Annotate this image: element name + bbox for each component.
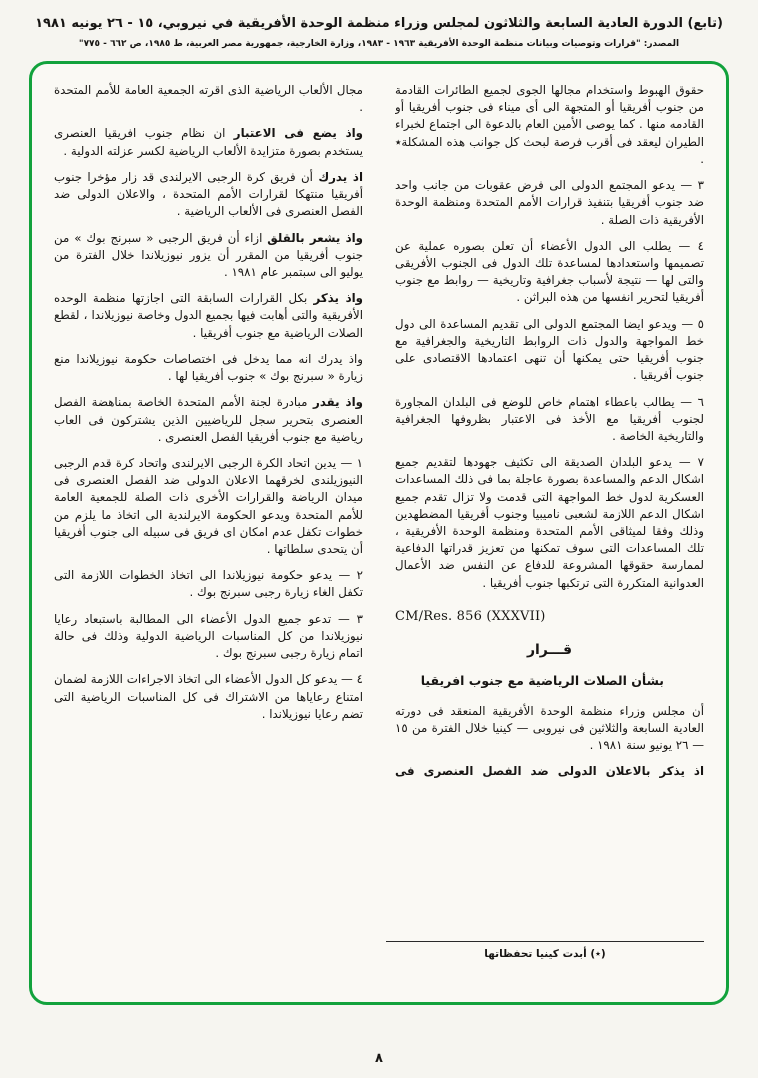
paragraph-text: ٤ — يطلب الى الدول الأعضاء أن تعلن بصوره عملية عن تصميمها واستعدادها لمساعدة تلك الدول فى الجنوب الأفريقى والتى لها — نتيجة لأسباب جغرافية وتاريخية — روابط مع جنوب أفريقيا لتحرير انفسها من هذه البراثن . [395,238,704,305]
paragraph [54,290,363,342]
header-title: (تابع) الدورة العادية السابعة والثلاثون لمجلس وزراء منظمة الوحدة الأفريقية في نيروبي، ١٥ - ٢٦ يونيه ١٩٨١ [35,16,723,31]
paragraph-lead: واذ يقدر [313,395,363,410]
paragraph-text: ٧ — يدعو البلدان الصديقة الى تكثيف جهودها لتقديم جميع اشكال الدعم والمساعدة بصورة عاجلة بما فى ذلك المساعدات العسكرية لدول خط المواجهة التى قدمت ولا تزال تقدم جميع اشكال الدعم اللازمة لشعبى ناميبيا وجنوب أفريقيا المضطهدين وذلك وفقا لميثاقى الأمم المتحدة ومنظمة الوحدة الأفريقية ، تلك المساعدات التى سوف تمكنها من تعزيز قدراتها الدفاعية لممارسة حقوقها المشروعة للدفاع عن النفس ضد الأعمال العدوانية المتكررة التى ترتكبها جنوب أفريقيا . [395,455,704,590]
paragraph-text: ٣ — تدعو جميع الدول الأعضاء الى المطالبة باستبعاد رعايا نيوزيلاندا من كل المناسبات الرياضية الدولية وذلك فى حالة اتمام زيارة رجبى سبرنج بوك . [54,611,363,661]
resolution-title: قـــرار [526,641,573,658]
paragraph-text: ٦ — يطالب باعطاء اهتمام خاص للوضع فى البلدان المجاورة لجنوب أفريقيا مع الأخذ فى الاعتبار بظروفها الجغرافية والتاريخية الخاصة . [395,394,704,443]
paragraph [54,671,363,723]
paragraph-text: ٥ — ويدعو ايضا المجتمع الدولى الى تقديم المساعدة الى دول خط المواجهة والدول ذات الروابط التاريخية والجغرافية مع جنوب أفريقيا حتى يمكنها أن تنهى اعتمادها الاقتصادى على جنوب أفريقيا . [395,316,704,383]
paragraph [54,455,363,558]
paragraph-text: ١ — يدين اتحاد الكرة الرجبى الايرلندى واتحاد كرة قدم الرجبى النيوزيلندى لخرقهما الاعلان الدولى ضد الفصل العنصرى فى ميدان الرياضة والقرارات الأخرى ذات الصلة للجمعية العامة للأمم المتحدة ويدعو الحكومة الايرلندية الى اتخاذ ما يلزم من خطوات تكفل عدم امكان اى فريق فى سبيله الى جنوب أفريقيا أن يتحدى سلطاتها . [54,455,363,557]
two-column-layout [54,82,704,932]
resolution-recall: اذ يذكر بالاعلان الدولى ضد الفصل العنصرى فى [395,764,704,779]
paragraph-lead: واذ يضع فى الاعتبار [233,126,363,141]
paragraph-text: واذ يدرك انه مما يدخل فى اختصاصات حكومة نيوزيلاندا منع زيارة « سبرنج بوك » جنوب أفريقيا لها . [54,351,363,384]
paragraph-lead: واذ يذكر [313,291,363,306]
resolution-reference: CM/Res. 856 (XXXVII) [395,608,546,624]
paragraph [54,125,363,159]
paragraph-text: ٢ — يدعو حكومة نيوزيلاندا الى اتخاذ الخطوات اللازمة التى تكفل الغاء زيارة رجبى سبرنج بوك . [54,568,363,600]
paragraph-text: مجال الألعاب الرياضية الذى اقرته الجمعية العامة للأمم المتحدة . [54,83,363,115]
paragraph [54,351,363,385]
column-left [54,82,363,932]
paragraph [54,230,363,282]
paragraph [54,82,363,116]
paragraph [395,82,704,168]
paragraph [395,177,704,229]
paragraph [395,394,704,446]
footnote-rule [386,941,704,942]
paragraph-lead: واذ يشعر بالقلق [267,230,363,245]
paragraph [395,238,704,307]
resolution-subtitle: بشأن الصلات الرياضية مع جنوب افريقيا [420,673,664,689]
paragraph [54,611,363,663]
column-right [395,82,704,932]
header-source: المصدر: "قرارات وتوصيات وبيانات منظمة الوحدة الأفريقية ١٩٦٣ - ١٩٨٣، وزارة الخارجية، جمهورية مصر العربية، ط ١٩٨٥، ص ٦٦٢ - ٧٧٥" [78,39,680,49]
paragraph-text: ازاء أن فريق الرجبى « سبرنج بوك » من جنوب أفريقيا من المقرر أن يزور نيوزيلاندا خلال الفترة من يوليو الى سبتمبر عام ١٩٨١ . [54,230,363,279]
resolution-opening: أن مجلس وزراء منظمة الوحدة الأفريقية المنعقد فى دورته العادية السابعة والثلاثين فى نيروبى — كينيا خلال الفترة من ١٥ — ٢٦ يونيو سنة ١٩٨١ . [395,703,704,752]
footnote-text: (٭) أبدت كينيا تحفظاتها [484,948,606,960]
footnote [386,941,704,960]
page-number: ٨ [375,1051,383,1066]
paragraph-text: حقوق الهبوط واستخدام مجالها الجوى لجميع الطائرات القادمة من جنوب أفريقيا أو المتجهة الى أى ميناء فى جنوب أفريقيا أو القادمه منها . كما يوصى الأمين العام بالدعوة الى اجتماع لخبراء الطيران ليعقد فى أقرب فرصة لبحث كل جوانب هذه المشكلة٭ . [395,83,704,166]
paragraph [395,316,704,385]
paragraph-text: ٣ — يدعو المجتمع الدولى الى فرض عقوبات من جانب واحد ضد جنوب أفريقيا بتنفيذ قرارات الأمم المتحدة ومنظمة الوحدة الأفريقية ذات الصلة . [395,178,704,227]
paragraph-text: أن فريق كرة الرجبى الايرلندى قد زار مؤخرا جنوب أفريقيا منتهكا لقرارات الأمم المتحدة ، والاعلان الدولى ضد الفصل العنصرى فى الألعاب الرياضية . [54,169,363,219]
document-header [0,16,758,49]
paragraph [54,169,363,221]
paragraph-text: مبادرة لجنة الأمم المتحدة الخاصة بمناهضة الفصل العنصرى بتحرير سجل للرياضيين الذين يشتركون فى العاب رياضية مع جنوب أفريقيا الفصل العنصرى . [54,395,363,444]
paragraph-text: بكل القرارات السابقة التى اجازتها منظمة الوحده الأفريقية والتى أهابت فيها بجميع الدول وخاصة نيوزيلاندا ، لقطع الصلات الرياضية مع جنوب أفريقيا . [54,291,363,340]
paragraph-text: ٤ — يدعو كل الدول الأعضاء الى اتخاذ الاجراءات اللازمة لضمان امتناع رعاياها من الاشتراك فى كل المناسبات الرياضية التى تضم رعايا نيوزيلاندا . [54,672,363,721]
content-border-box [29,61,729,1005]
paragraph-text: ان نظام جنوب افريقيا العنصرى يستخدم بصورة متزايدة الألعاب الرياضية لكسر عزلته الدولية . [54,126,363,158]
paragraph [395,454,704,592]
paragraph [54,394,363,446]
paragraph-lead: اذ يدرك [318,169,363,184]
paragraph [54,567,363,601]
